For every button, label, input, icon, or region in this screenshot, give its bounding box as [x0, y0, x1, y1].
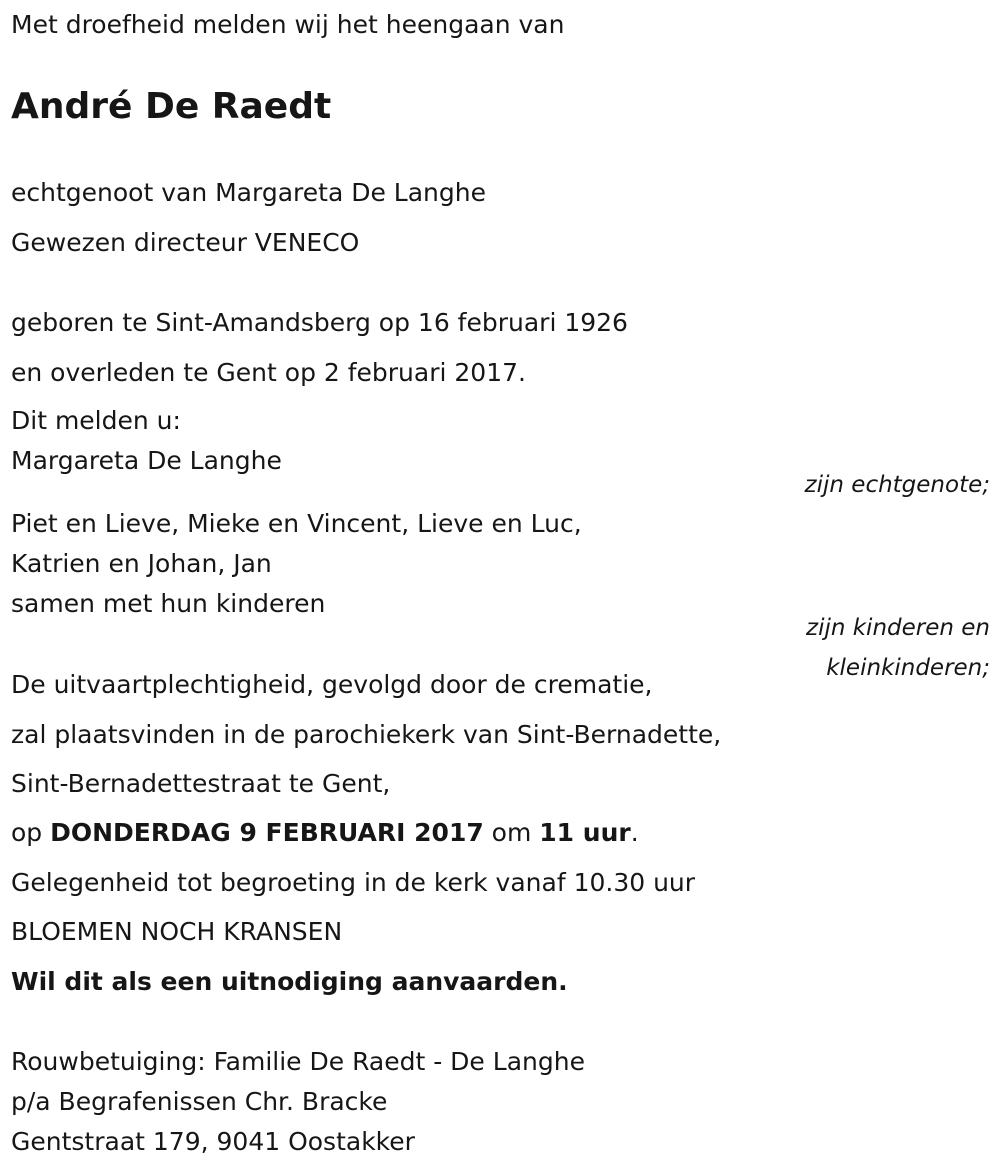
funeral-time: 11 uur: [539, 818, 631, 847]
spouse-line: echtgenoot van Margareta De Langhe: [11, 178, 486, 207]
funeral-date: DONDERDAG 9 FEBRUARI 2017: [50, 818, 484, 847]
deceased-name: André De Raedt: [11, 86, 332, 127]
intro-text: Met droefheid melden wij het heengaan van: [11, 10, 565, 39]
title-line: Gewezen directeur VENECO: [11, 228, 360, 257]
condolence-line: Gentstraat 179, 9041 Oostakker: [11, 1127, 415, 1156]
date-prefix: op: [11, 818, 51, 847]
death-line: en overleden te Gent op 2 februari 2017.: [11, 358, 526, 387]
funeral-line: Sint-Bernadettestraat te Gent,: [11, 769, 391, 798]
funeral-line: zal plaatsvinden in de parochiekerk van Sint-Bernadette,: [11, 720, 722, 749]
greeting-line: Gelegenheid tot begroeting in de kerk vanaf 10.30 uur: [11, 868, 696, 897]
date-middle: om: [483, 818, 540, 847]
children-line: Piet en Lieve, Mieke en Vincent, Lieve en Luc,: [11, 509, 582, 538]
flowers-line: BLOEMEN NOCH KRANSEN: [11, 917, 343, 946]
children-role: zijn kinderen en: [806, 615, 990, 641]
announce-line: Dit melden u:: [11, 406, 181, 435]
children-role: kleinkinderen;: [826, 655, 990, 681]
children-line: samen met hun kinderen: [11, 589, 326, 618]
spouse-name: Margareta De Langhe: [11, 446, 282, 475]
birth-line: geboren te Sint-Amandsberg op 16 februari 1926: [11, 308, 628, 337]
date-line: [11, 818, 639, 848]
date-suffix: .: [630, 818, 639, 847]
condolence-line: p/a Begrafenissen Chr. Bracke: [11, 1087, 388, 1116]
funeral-line: De uitvaartplechtigheid, gevolgd door de crematie,: [11, 670, 653, 699]
invitation-line: Wil dit als een uitnodiging aanvaarden.: [11, 967, 568, 996]
children-line: Katrien en Johan, Jan: [11, 549, 272, 578]
spouse-role: zijn echtgenote;: [804, 472, 990, 498]
condolence-line: Rouwbetuiging: Familie De Raedt - De Langhe: [11, 1047, 585, 1076]
